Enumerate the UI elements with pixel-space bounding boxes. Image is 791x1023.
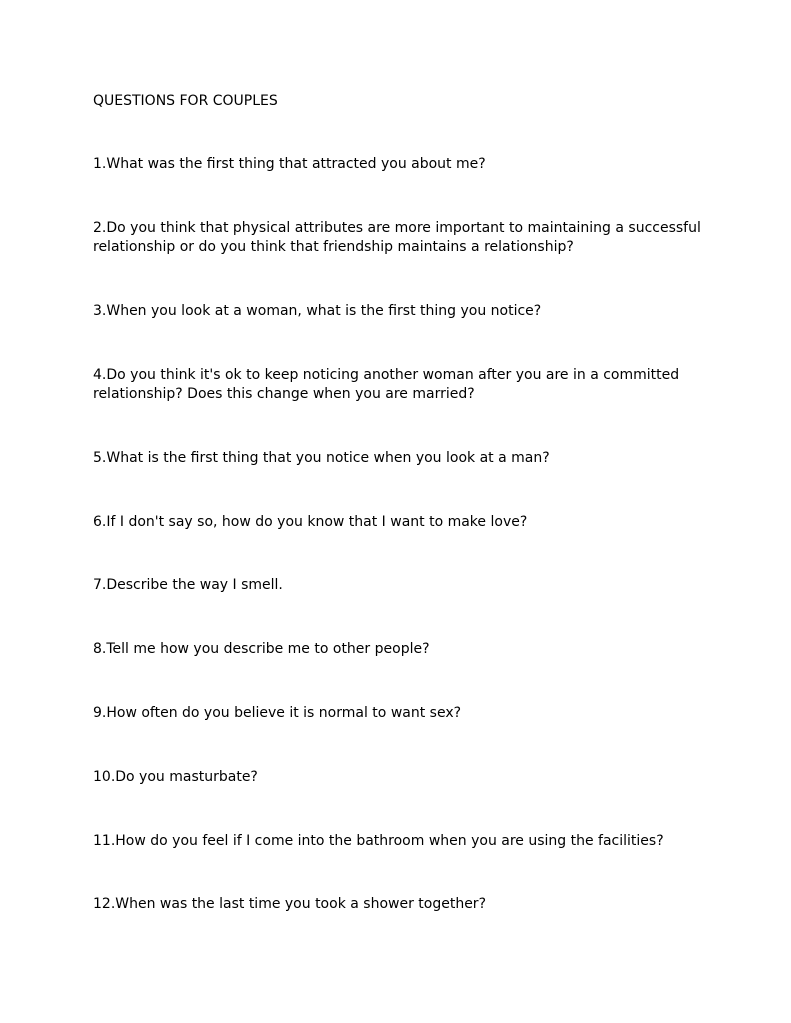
question-3: 3.When you look at a woman, what is the first thing you notice? — [93, 303, 542, 319]
question-7: 7.Describe the way I smell. — [93, 577, 283, 593]
question-12: 12.When was the last time you took a shower together? — [93, 896, 486, 912]
document-title: QUESTIONS FOR COUPLES — [93, 93, 278, 109]
question-8: 8.Tell me how you describe me to other people? — [93, 641, 430, 657]
question-10: 10.Do you masturbate? — [93, 769, 258, 785]
question-6: 6.If I don't say so, how do you know that I want to make love? — [93, 514, 528, 530]
question-4: 4.Do you think it's ok to keep noticing another woman after you are in a committed relationship? Does this change when you are married? — [93, 367, 680, 402]
question-9: 9.How often do you believe it is normal to want sex? — [93, 705, 462, 721]
question-11: 11.How do you feel if I come into the bathroom when you are using the facilities? — [93, 833, 664, 849]
question-1: 1.What was the first thing that attracted you about me? — [93, 156, 486, 172]
question-2: 2.Do you think that physical attributes are more important to maintaining a successful relationship or do you think that friendship maintains a relationship? — [93, 220, 701, 255]
question-5: 5.What is the first thing that you notice when you look at a man? — [93, 450, 550, 466]
